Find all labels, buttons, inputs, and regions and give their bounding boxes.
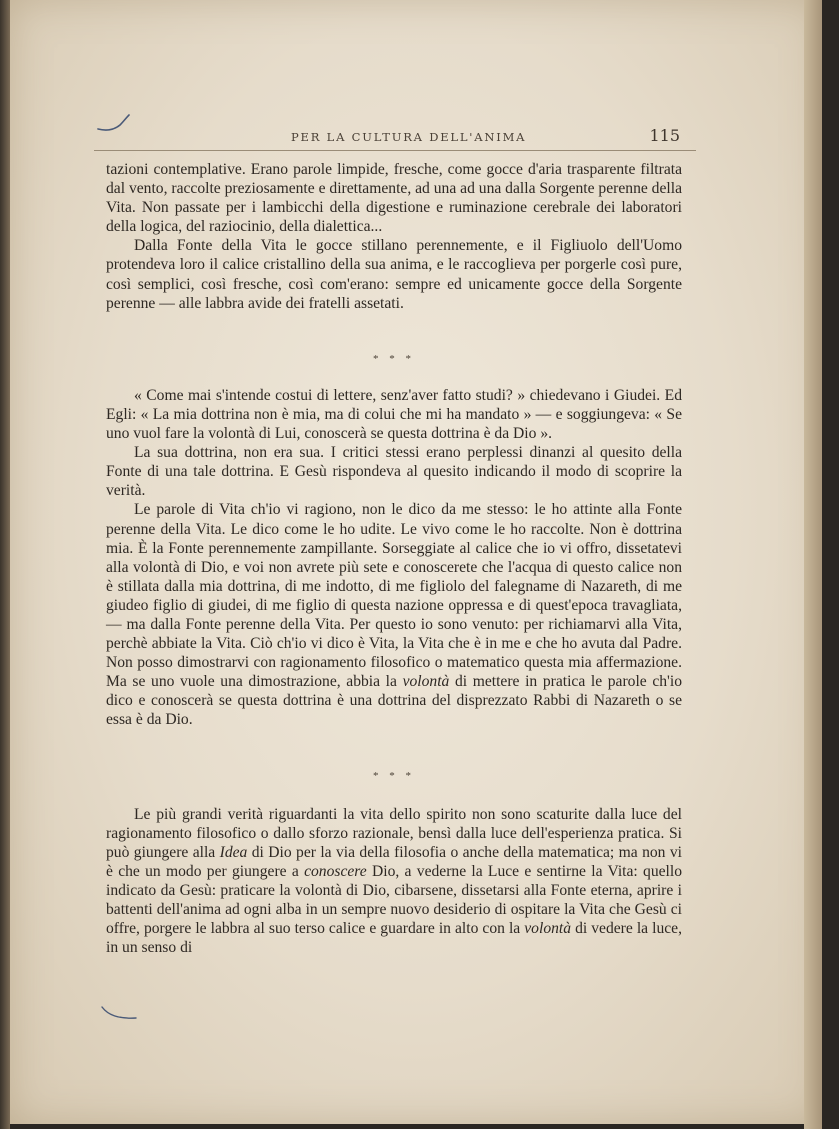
text-run: di vedere la luce, in un senso di — [106, 920, 682, 957]
running-head: PER LA CULTURA DELL'ANIMA — [291, 130, 527, 144]
paragraph: tazioni contemplative. Erano parole limpide, fresche, come gocce d'aria trasparente filtrata dal vento, raccolte preziosamente e direttamente, ad una ad una dalla Sorgente perenne della Vita. Non passate per i lambicchi della digestione e ruminazione cerebrale dei laboratori della logica, del raziocinio, della dialettica... — [106, 161, 682, 236]
text-run: Le più grandi verità riguardanti la vita dello spirito non sono scaturite dalla luce del ragionamento filosofico o dallo sforzo razionale, bensì dalla luce dell'esperienza pratica. Si può giungere alla — [106, 805, 682, 861]
paragraph — [106, 500, 682, 729]
text-run: Le parole di Vita ch'io vi ragiono, non le dico da me stesso: le ho attinte alla Fonte perenne della Vita. Le dico come le ho udite. Le vivo come le ho raccolte. Non è dottrina mia. È la Fonte perennemente zampillante. Sorseggiate al calice che io vi offro, dissetatevi alla volontà di Dio, e voi non avrete più sete e conoscerete che l'acqua di questo calice non è stillata dalla mia dottrina, di me indotto, di me figliolo del falegname di Nazareth, di me giudeo figlio di giudei, di me figlio di questa nazione oppressa e di quest'epoca travagliata, — ma dalla Fonte perenne della Vita. Per questo io sono venuto: per richiamarvi alla Vita, perchè abbiate la Vita. Ciò ch'io vi dico è Vita, la Vita che è in me e che ho avuta dal Padre. Non posso dimostrarvi con ragionamento filosofico o matematico questa mia affermazione. Ma se uno vuole una dimostrazione, abbia la — [106, 501, 682, 691]
paragraph — [106, 805, 682, 958]
pencil-mark-bottom — [100, 1003, 140, 1023]
emphasis: volontà — [524, 920, 572, 938]
paragraph: La sua dottrina, non era sua. I critici stessi erano perplessi dinanzi al quesito della Fonte di una tale dottrina. E Gesù rispondeva al quesito indicando il modo di scoprire la verità. — [106, 444, 682, 500]
binding-edge — [0, 0, 10, 1129]
section-separator: * * * — [373, 352, 415, 365]
page-fore-edge — [804, 0, 822, 1129]
paragraph: Dalla Fonte della Vita le gocce stillano perennemente, e il Figliuolo dell'Uomo protendeva loro il calice cristallino della sua anima, e le raccoglieva per porgerle così pure, così semplici, così fresche, così com'erano: sempre ed unicamente gocce della Sorgente perenne — alle labbra avide dei fratelli assetati. — [106, 237, 682, 312]
section-separator: * * * — [373, 769, 415, 782]
text-run: Dio, a vederne la Luce e sentirne la Vita: quello indicato da Gesù: praticare la volontà di Dio, cibarsene, dissetarsi alla Fonte eterna, aprire i battenti dell'anima ad ogni alba in un sempre nuovo desiderio di ospitare la Vita che Gesù ci offre, porgere le labbra al suo terso calice e guardare in alto con la — [106, 862, 682, 938]
page-body — [106, 160, 682, 957]
text-run: di mettere in pratica le parole ch'io dico e conoscerà se questa dottrina è una dottrina del disprezzato Rabbi di Nazareth o se essa è da Dio. — [106, 673, 682, 729]
page-header — [94, 126, 696, 151]
page-number: 115 — [649, 126, 680, 145]
text-run: di Dio per la via della filosofia o anche della matematica; ma non vi è che un modo per giungere a — [106, 843, 682, 880]
emphasis: conoscere — [304, 862, 367, 880]
emphasis: Idea — [219, 843, 248, 861]
book-page — [10, 0, 822, 1124]
emphasis: volontà — [402, 673, 450, 691]
paragraph: « Come mai s'intende costui di lettere, senz'aver fatto studi? » chiedevano i Giudei. Ed Egli: « La mia dottrina non è mia, ma di colui che mi ha mandato » — e soggiungeva: « Se uno vuol fare la volontà di Lui, conoscerà se questa dottrina è da Dio ». — [106, 386, 682, 443]
